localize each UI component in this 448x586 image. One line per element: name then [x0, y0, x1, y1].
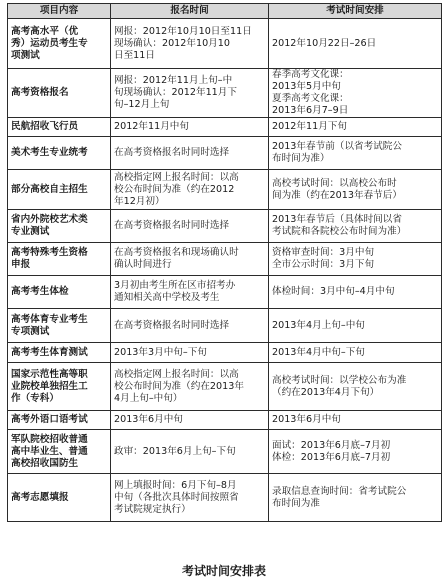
row-item-cell	[8, 430, 111, 474]
row-exam-cell	[269, 343, 442, 363]
row-exam-cell	[269, 276, 442, 309]
cell-text-line: 高考特殊考生资格	[11, 247, 88, 258]
cell-text-line: 军队院校招收普通	[11, 433, 88, 445]
cell-text-line: 秀）运动员考生专	[11, 37, 88, 49]
table-caption: 考试时间安排表	[181, 564, 266, 578]
row-exam-cell	[269, 19, 442, 69]
cell-text-line: 高校指定网上报名时间：以高	[114, 171, 239, 183]
cell-text-line: 春季高考文化课：	[272, 69, 349, 80]
cell-text-line: 专业测试	[11, 226, 50, 237]
row-exam-cell	[269, 411, 442, 430]
cell-text-line: 面试：2013年6月底–7月初	[272, 439, 391, 451]
cell-text-line: 录取信息查询时间：省考试院公	[272, 485, 407, 497]
cell-text-line: 网报：2012年10月10日至11日	[114, 25, 252, 37]
row-registration-cell	[111, 69, 269, 118]
table-row	[8, 137, 442, 170]
cell-text-line: 夏季高考文化课：	[272, 93, 349, 104]
header-item: 项目内容	[8, 4, 111, 19]
row-item-cell	[8, 210, 111, 243]
cell-text-line: 2013年春节后（具体时间以省	[272, 214, 402, 225]
row-registration-cell	[111, 170, 269, 210]
cell-text-line: 网报：2012年11月上旬–中	[114, 75, 233, 86]
cell-text-line: 2013年6月中旬	[114, 414, 183, 425]
cell-text-line: 政审：2013年6月上旬–下旬	[114, 445, 236, 457]
row-item-cell	[8, 69, 111, 118]
row-exam-cell	[269, 137, 442, 170]
cell-text-line: 2012年11月下旬	[272, 121, 347, 132]
cell-text-line: 高考体育专业考生	[11, 313, 88, 325]
header-exam-schedule: 考试时间安排	[269, 4, 442, 19]
cell-text-line: 作（专科）	[11, 392, 59, 404]
cell-text-line: 日至11日	[114, 49, 155, 61]
cell-text-line: 布时间为准）	[272, 153, 330, 164]
table-row	[8, 474, 442, 522]
cell-text-line: 校公布时间为准（约在2012	[114, 183, 235, 195]
cell-text-line: 2012年11月中旬	[114, 121, 189, 132]
cell-text-line: 高校招收国防生	[11, 457, 79, 469]
row-item-cell	[8, 309, 111, 343]
row-exam-cell	[269, 170, 442, 210]
table-row	[8, 170, 442, 210]
row-registration-cell	[111, 430, 269, 474]
table-row	[8, 118, 442, 137]
cell-text-line: 高考考生体育测试	[11, 346, 88, 358]
row-registration-cell	[111, 243, 269, 276]
cell-text-line: 网上填报时间：6月下旬–8月	[114, 479, 237, 491]
table-row	[8, 343, 442, 363]
row-exam-cell	[269, 363, 442, 411]
cell-text-line: 高校考试时间：以高校公布时	[272, 177, 397, 189]
cell-text-line: 旬现场确认：2012年11月下	[114, 87, 237, 98]
cell-text-line: 考试院规定执行）	[114, 503, 191, 515]
cell-text-line: 高考考生体检	[11, 286, 69, 297]
cell-text-line: 2013年6月7–9日	[272, 105, 349, 116]
cell-text-line: 民航招收飞行员	[11, 121, 79, 132]
cell-text-line: 4月上旬–中旬）	[114, 392, 183, 404]
row-registration-cell	[111, 210, 269, 243]
row-registration-cell	[111, 343, 269, 363]
table-row	[8, 243, 442, 276]
cell-text-line: 资格审查时间：3月中旬	[272, 247, 375, 258]
cell-text-line: 现场确认：2012年10月10	[114, 37, 230, 49]
cell-text-line: 申报	[11, 259, 31, 270]
row-item-cell	[8, 363, 111, 411]
row-registration-cell	[111, 309, 269, 343]
row-item-cell	[8, 276, 111, 309]
row-registration-cell	[111, 363, 269, 411]
row-exam-cell	[269, 118, 442, 137]
table-row	[8, 210, 442, 243]
cell-text-line: 2013年春节前（以省考试院公	[272, 141, 402, 152]
row-exam-cell	[269, 474, 442, 522]
cell-text-line: 2013年4月上旬–中旬	[272, 319, 365, 331]
cell-text-line: 年12月初）	[114, 195, 165, 207]
row-registration-cell	[111, 137, 269, 170]
cell-text-line: 高考资格报名	[11, 87, 69, 98]
cell-text-line: 项测试	[11, 49, 40, 61]
table-row	[8, 276, 442, 309]
row-exam-cell	[269, 309, 442, 343]
header-registration-time: 报名时间	[111, 4, 269, 19]
table-row	[8, 69, 442, 118]
table-row	[8, 19, 442, 69]
cell-text-line: 高考高水平（优	[11, 25, 79, 37]
cell-text-line: 高考外语口语考试	[11, 414, 88, 425]
cell-text-line: 校公布时间为准（约在2013年	[114, 380, 244, 392]
cell-text-line: 2013年3月中旬–下旬	[114, 346, 207, 358]
cell-text-line: 高中毕业生、普通	[11, 445, 88, 457]
cell-text-line: 在高考资格报名时同时选择	[114, 319, 230, 331]
row-exam-cell	[269, 210, 442, 243]
cell-text-line: 专项测试	[11, 325, 50, 337]
cell-text-line: 美术考生专业统考	[11, 147, 88, 158]
row-registration-cell	[111, 276, 269, 309]
row-registration-cell	[111, 411, 269, 430]
cell-text-line: 通知相关高中学校及考生	[114, 292, 220, 303]
row-registration-cell	[111, 474, 269, 522]
cell-text-line: 在高考资格报名时同时选择	[114, 220, 230, 231]
table-row	[8, 430, 442, 474]
cell-text-line: 国家示范性高等职	[11, 368, 88, 380]
row-item-cell	[8, 474, 111, 522]
cell-text-line: 省内外院校艺术类	[11, 214, 88, 225]
cell-text-line: 高校指定网上报名时间：以高	[114, 368, 239, 380]
cell-text-line: 业院校单独招生工	[11, 380, 88, 392]
cell-text-line: 体检时间：3月中旬–4月中旬	[272, 286, 395, 297]
cell-text-line: 2013年5月中旬	[272, 81, 341, 92]
cell-text-line: 高考志愿填报	[11, 491, 69, 503]
row-item-cell	[8, 170, 111, 210]
table-header-row	[8, 4, 442, 19]
cell-text-line: 2012年10月22日–26日	[272, 37, 377, 49]
cell-text-line: 在高考资格报名和现场确认时	[114, 247, 239, 258]
cell-text-line: 考试院和各院校公布时间为准）	[272, 226, 407, 237]
row-item-cell	[8, 411, 111, 430]
row-item-cell	[8, 343, 111, 363]
cell-text-line: 体检：2013年6月底–7月初	[272, 451, 391, 463]
table-row	[8, 309, 442, 343]
row-exam-cell	[269, 69, 442, 118]
cell-text-line: 3月初由考生所在区市招考办	[114, 280, 236, 291]
cell-text-line: 间为准（约在2013年春节后）	[272, 189, 402, 201]
cell-text-line: （约在2013年4月下旬）	[272, 386, 380, 398]
cell-text-line: 部分高校自主招生	[11, 183, 88, 195]
cell-text-line: 2013年4月中旬–下旬	[272, 346, 365, 358]
row-item-cell	[8, 243, 111, 276]
row-item-cell	[8, 137, 111, 170]
schedule-table-wrapper	[7, 3, 441, 522]
cell-text-line: 高校考试时间：以学校公布为准	[272, 374, 407, 386]
cell-text-line: 中旬（各批次具体时间按照省	[114, 491, 239, 503]
cell-text-line: 布时间为准	[272, 497, 320, 509]
cell-text-line: 全市公示时间：3月下旬	[272, 259, 375, 270]
cell-text-line: 确认时间进行	[114, 259, 172, 270]
cell-text-line: 旬–12月上旬	[114, 99, 170, 110]
row-item-cell	[8, 118, 111, 137]
exam-schedule-table	[7, 3, 442, 522]
cell-text-line: 在高考资格报名时同时选择	[114, 147, 230, 158]
row-exam-cell	[269, 430, 442, 474]
table-row	[8, 411, 442, 430]
table-row	[8, 363, 442, 411]
cell-text-line: 2013年6月中旬	[272, 414, 341, 425]
row-registration-cell	[111, 118, 269, 137]
row-item-cell	[8, 19, 111, 69]
row-registration-cell	[111, 19, 269, 69]
row-exam-cell	[269, 243, 442, 276]
